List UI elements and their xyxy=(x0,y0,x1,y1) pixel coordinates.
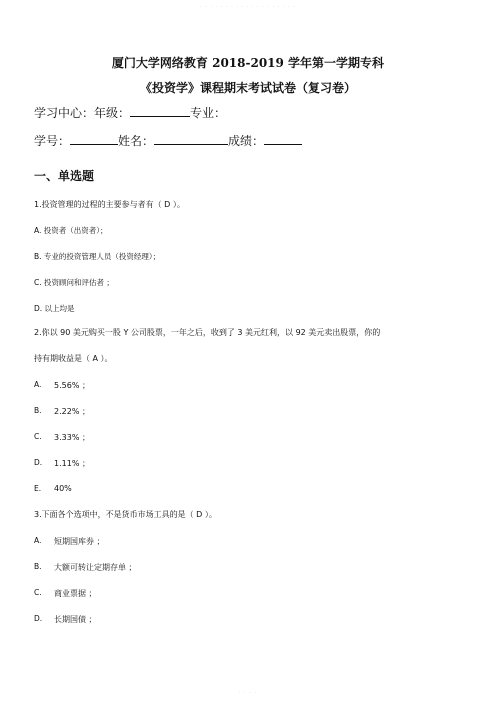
q2-option-b-label: B. xyxy=(34,406,42,415)
q3-option-a-text: 短期国库券 ； xyxy=(54,537,105,546)
info-line-1 xyxy=(34,104,226,121)
center-grade-label: 学习中心：年级： xyxy=(34,106,131,120)
q3-option-d-label: D. xyxy=(34,614,43,623)
q3-option-c-text: 商业票据 ； xyxy=(54,589,97,598)
score-blank[interactable] xyxy=(264,132,302,145)
q3-option-d-text: 长期国债 ； xyxy=(54,615,97,624)
q2-option-a-text: 5.56% ； xyxy=(54,381,90,390)
q2-option-b-text: 2.22% ； xyxy=(54,407,90,416)
q1-option-d: D. 以上均是 xyxy=(34,304,75,313)
question-2-stem-line-2: 持有期收益是（ A ）。 xyxy=(34,354,113,363)
student-id-label: 学号： xyxy=(34,134,71,148)
q3-option-a-label: A. xyxy=(34,536,42,545)
question-1-stem: 1.投资管理的过程的主要参与者有（ D ）。 xyxy=(34,200,185,209)
q2-option-e-text: 40% xyxy=(54,484,72,493)
question-3-stem: 3.下面各个选项中，不是货币市场工具的是（ D ）。 xyxy=(34,510,217,519)
grade-blank[interactable] xyxy=(130,104,190,117)
top-decoration: · · · · · · · · · · · · · · · · · · · xyxy=(200,4,296,10)
q1-option-a: A. 投资者（出资者）； xyxy=(34,226,108,235)
q2-option-c-text: 3.33% ； xyxy=(54,433,90,442)
q2-option-d-label: D. xyxy=(34,458,43,467)
q2-option-e-label: E. xyxy=(34,484,42,493)
student-id-blank[interactable] xyxy=(70,132,118,145)
major-label: 专业： xyxy=(190,106,227,120)
q2-option-a-label: A. xyxy=(34,380,42,389)
info-line-2 xyxy=(34,132,302,149)
q3-option-b-label: B. xyxy=(34,562,42,571)
question-2-stem-line-1: 2.你以 90 美元购买一股 Y 公司股票，一年之后，收到了 3 美元红利，以 92 美元卖出股票，你的 xyxy=(34,328,381,337)
q1-option-b: B. 专业的投资管理人员（投资经理）； xyxy=(34,252,161,261)
bottom-decoration: · · · · xyxy=(238,690,258,696)
name-label: 姓名： xyxy=(118,134,155,148)
q2-option-d-text: 1.11% ； xyxy=(54,459,90,468)
score-label: 成绩： xyxy=(228,134,265,148)
section-heading: 一、单选题 xyxy=(34,169,95,183)
q3-option-b-text: 大额可转让定期存单 ； xyxy=(54,563,137,572)
document-subtitle: 《投资学》课程期末考试试卷（复习卷） xyxy=(139,81,356,95)
q2-option-c-label: C. xyxy=(34,432,42,441)
q1-option-c: C. 投资顾问和评估者 ； xyxy=(34,278,114,287)
document-title: 厦门大学网络教育 2018-2019 学年第一学期专科 xyxy=(111,56,385,70)
name-blank[interactable] xyxy=(154,132,228,145)
q3-option-c-label: C. xyxy=(34,588,42,597)
